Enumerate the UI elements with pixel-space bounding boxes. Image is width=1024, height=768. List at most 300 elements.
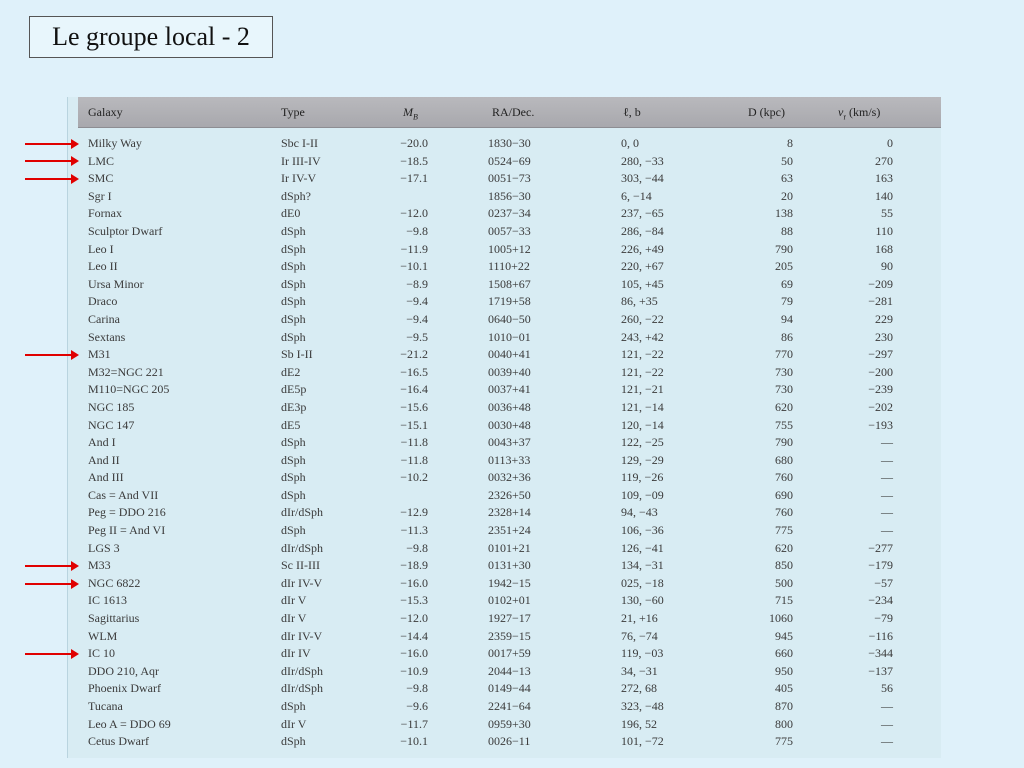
cell-lb: 86, +35 [621, 294, 658, 309]
cell-vr: −277 [868, 540, 893, 555]
cell-radec: 2241−64 [488, 699, 531, 713]
cell-type: dSph [281, 241, 306, 256]
cell-radec: 2044−13 [488, 663, 531, 678]
cell-type: dIr/dSph [281, 540, 323, 555]
cell-distance: 88 [781, 223, 793, 238]
cell-radec: 0039+40 [488, 364, 531, 379]
cell-vr: 110 [875, 223, 893, 238]
cell-lb: 0, 0 [621, 136, 639, 150]
cell-type: dIr IV [281, 646, 311, 661]
cell-distance: 755 [775, 417, 793, 432]
cell-vr: 90 [881, 259, 893, 274]
cell-galaxy: LGS 3 [88, 540, 120, 555]
cell-mb: −18.9 [400, 558, 428, 573]
cell-mb: −15.3 [400, 593, 428, 608]
table-row [68, 188, 941, 206]
cell-lb: 119, −26 [621, 470, 664, 485]
cell-vr: −344 [868, 646, 893, 661]
cell-galaxy: Leo II [88, 259, 118, 274]
cell-mb: −10.1 [400, 259, 428, 274]
cell-type: dIr V [281, 611, 307, 626]
cell-mb: −16.0 [400, 575, 428, 590]
cell-type: dIr V [281, 593, 307, 608]
cell-radec: 2359−15 [488, 628, 531, 643]
cell-distance: 680 [775, 452, 793, 467]
cell-radec: 0101+21 [488, 540, 531, 555]
table-row [68, 364, 941, 382]
cell-distance: 730 [775, 382, 793, 397]
cell-radec: 1856−30 [488, 188, 531, 203]
cell-mb: −12.0 [400, 611, 428, 626]
cell-radec: 1110+22 [488, 259, 530, 274]
table-body [68, 135, 941, 751]
cell-lb: 120, −14 [621, 417, 664, 432]
cell-mb: −9.5 [406, 329, 428, 344]
cell-mb: −15.6 [400, 399, 428, 414]
cell-radec: 0017+59 [488, 646, 531, 661]
cell-radec: 0102+01 [488, 593, 531, 608]
cell-mb: −10.9 [400, 663, 428, 678]
highlight-arrow-icon [25, 178, 75, 180]
cell-distance: 138 [775, 206, 793, 221]
cell-galaxy: And III [88, 470, 124, 485]
table-row [68, 504, 941, 522]
cell-mb: −11.8 [400, 435, 428, 450]
cell-distance: 775 [775, 734, 793, 749]
cell-distance: 790 [775, 435, 793, 450]
cell-type: dSph [281, 329, 306, 344]
cell-type: dSph [281, 470, 306, 485]
cell-type: dSph [281, 294, 306, 309]
cell-galaxy: And II [88, 452, 120, 467]
cell-distance: 1060 [769, 611, 793, 626]
cell-galaxy: Phoenix Dwarf [88, 681, 161, 696]
cell-lb: 303, −44 [621, 171, 664, 186]
cell-galaxy: Milky Way [88, 136, 142, 150]
cell-radec: 0036+48 [488, 399, 531, 414]
table-row [68, 733, 941, 751]
cell-radec: 0026−11 [488, 734, 531, 749]
cell-vr: −281 [868, 294, 893, 309]
cell-distance: 770 [775, 347, 793, 362]
cell-type: dIr IV-V [281, 628, 323, 643]
cell-vr: — [881, 505, 893, 520]
cell-distance: 50 [781, 153, 793, 168]
cell-lb: 243, +42 [621, 329, 664, 344]
cell-type: Sbc I-II [281, 136, 318, 150]
header-vr-symbol: v [838, 105, 844, 119]
header-type: Type [281, 105, 305, 119]
cell-vr: 140 [875, 188, 893, 203]
cell-mb: −9.8 [406, 540, 428, 555]
cell-mb: −17.1 [400, 171, 428, 186]
cell-galaxy: M32=NGC 221 [88, 364, 164, 379]
cell-galaxy: Sculptor Dwarf [88, 223, 163, 238]
cell-distance: 69 [781, 276, 793, 291]
cell-type: dE3p [281, 399, 307, 414]
cell-mb: −16.5 [400, 364, 428, 379]
highlight-arrow-icon [25, 653, 75, 655]
cell-mb: −12.0 [400, 206, 428, 221]
table-row [68, 716, 941, 734]
table-row [68, 381, 941, 399]
cell-lb: 237, −65 [621, 206, 664, 221]
cell-type: dIr/dSph [281, 681, 323, 696]
cell-type: dSph [281, 435, 306, 450]
table-row [68, 592, 941, 610]
cell-type: Ir III-IV [281, 153, 321, 168]
header-mb-symbol: M [403, 105, 413, 119]
cell-distance: 620 [775, 540, 793, 555]
cell-radec: 0030+48 [488, 417, 531, 432]
cell-lb: 122, −25 [621, 435, 664, 450]
cell-distance: 715 [775, 593, 793, 608]
cell-type: dSph [281, 311, 306, 326]
cell-vr: — [881, 734, 893, 749]
table-row [68, 241, 941, 259]
cell-galaxy: Sextans [88, 329, 126, 344]
cell-lb: 94, −43 [621, 505, 658, 520]
cell-galaxy: M31 [88, 347, 111, 362]
cell-type: dIr/dSph [281, 505, 323, 520]
table-row [68, 487, 941, 505]
cell-galaxy: Fornax [88, 206, 122, 221]
cell-distance: 500 [775, 575, 793, 590]
header-mb [403, 105, 418, 121]
highlight-arrow-icon [25, 583, 75, 585]
cell-lb: 121, −14 [621, 399, 664, 414]
cell-vr: 229 [875, 311, 893, 326]
cell-radec: 2328+14 [488, 505, 531, 520]
cell-mb: −11.3 [400, 523, 428, 538]
cell-distance: 775 [775, 523, 793, 538]
cell-radec: 1942−15 [488, 575, 531, 590]
cell-type: dE5p [281, 382, 307, 397]
cell-radec: 0032+36 [488, 470, 531, 485]
cell-lb: 76, −74 [621, 628, 658, 643]
highlight-arrow-icon [25, 354, 75, 356]
cell-lb: 280, −33 [621, 153, 664, 168]
table-row [68, 557, 941, 575]
cell-mb: −10.2 [400, 470, 428, 485]
cell-radec: 0237−34 [488, 206, 531, 221]
cell-mb: −11.8 [400, 452, 428, 467]
cell-distance: 94 [781, 311, 793, 326]
cell-radec: 0057−33 [488, 223, 531, 238]
cell-radec: 1010−01 [488, 329, 531, 344]
cell-vr: — [881, 452, 893, 467]
cell-vr: — [881, 435, 893, 450]
cell-distance: 620 [775, 399, 793, 414]
cell-vr: −116 [868, 628, 893, 643]
cell-galaxy: Peg II = And VI [88, 523, 166, 538]
cell-vr: — [881, 470, 893, 485]
cell-distance: 790 [775, 241, 793, 256]
cell-lb: 105, +45 [621, 276, 664, 291]
cell-type: dSph [281, 523, 306, 538]
cell-vr: −193 [868, 417, 893, 432]
table-row [68, 575, 941, 593]
table-row [68, 346, 941, 364]
cell-vr: 56 [881, 681, 893, 696]
cell-lb: 196, 52 [621, 716, 657, 731]
cell-mb: −9.4 [406, 294, 428, 309]
table-header [78, 97, 941, 128]
cell-mb: −18.5 [400, 153, 428, 168]
header-lb: ℓ, b [623, 105, 641, 119]
cell-vr: 230 [875, 329, 893, 344]
cell-type: dE5 [281, 417, 301, 432]
table-row [68, 698, 941, 716]
table-row [68, 205, 941, 223]
cell-mb: −15.1 [400, 417, 428, 432]
cell-vr: −297 [868, 347, 893, 362]
table-row [68, 258, 941, 276]
cell-type: Ir IV-V [281, 171, 317, 186]
cell-lb: 134, −31 [621, 558, 664, 573]
cell-galaxy: Cas = And VII [88, 487, 159, 502]
cell-type: dSph [281, 223, 306, 238]
cell-type: Sc II-III [281, 558, 320, 573]
cell-radec: 0037+41 [488, 382, 531, 397]
table-row [68, 645, 941, 663]
cell-vr: 163 [875, 171, 893, 186]
cell-lb: 34, −31 [621, 663, 658, 678]
cell-lb: 126, −41 [621, 540, 664, 555]
cell-lb: 101, −72 [621, 734, 664, 749]
cell-type: dSph [281, 452, 306, 467]
cell-lb: 323, −48 [621, 699, 664, 713]
cell-type: dIr V [281, 716, 307, 731]
cell-lb: 119, −03 [621, 646, 664, 661]
slide-title: Le groupe local - 2 [29, 16, 273, 58]
galaxy-table [67, 97, 941, 758]
cell-galaxy: IC 1613 [88, 593, 127, 608]
cell-radec: 1005+12 [488, 241, 531, 256]
cell-lb: 025, −18 [621, 575, 664, 590]
cell-distance: 730 [775, 364, 793, 379]
cell-vr: −179 [868, 558, 893, 573]
cell-distance: 63 [781, 171, 793, 186]
cell-distance: 205 [775, 259, 793, 274]
cell-galaxy: Leo A = DDO 69 [88, 716, 171, 731]
cell-radec: 0040+41 [488, 347, 531, 362]
cell-galaxy: Tucana [88, 699, 123, 713]
cell-lb: 109, −09 [621, 487, 664, 502]
cell-lb: 106, −36 [621, 523, 664, 538]
cell-vr: −209 [868, 276, 893, 291]
header-radec: RA/Dec. [492, 105, 535, 119]
cell-distance: 79 [781, 294, 793, 309]
cell-galaxy: IC 10 [88, 646, 115, 661]
table-row [68, 153, 941, 171]
table-row [68, 469, 941, 487]
cell-radec: 0524−69 [488, 153, 531, 168]
header-distance: D (kpc) [748, 105, 785, 119]
cell-type: dIr/dSph [281, 663, 323, 678]
cell-type: dSph [281, 699, 306, 713]
cell-vr: — [881, 487, 893, 502]
cell-galaxy: SMC [88, 171, 114, 186]
cell-radec: 1719+58 [488, 294, 531, 309]
cell-distance: 760 [775, 505, 793, 520]
cell-galaxy: Leo I [88, 241, 114, 256]
cell-vr: −234 [868, 593, 893, 608]
table-row [68, 522, 941, 540]
cell-radec: 2351+24 [488, 523, 531, 538]
table-row [68, 628, 941, 646]
cell-type: dE2 [281, 364, 301, 379]
cell-mb: −11.7 [400, 716, 428, 731]
table-row [68, 223, 941, 241]
cell-mb: −9.8 [406, 223, 428, 238]
cell-distance: 945 [775, 628, 793, 643]
cell-radec: 0113+33 [488, 452, 531, 467]
table-row [68, 399, 941, 417]
cell-distance: 8 [787, 136, 793, 150]
cell-lb: 121, −22 [621, 347, 664, 362]
cell-vr: 0 [887, 136, 893, 150]
cell-galaxy: WLM [88, 628, 118, 643]
table-row [68, 610, 941, 628]
highlight-arrow-icon [25, 143, 75, 145]
cell-lb: 121, −21 [621, 382, 664, 397]
cell-type: dSph [281, 487, 306, 502]
cell-galaxy: Carina [88, 311, 120, 326]
cell-vr: −202 [868, 399, 893, 414]
cell-vr: — [881, 716, 893, 731]
cell-type: dSph [281, 259, 306, 274]
cell-lb: 272, 68 [621, 681, 657, 696]
cell-mb: −20.0 [400, 136, 428, 150]
cell-vr: 270 [875, 153, 893, 168]
table-row [68, 452, 941, 470]
cell-radec: 1830−30 [488, 136, 531, 150]
cell-mb: −16.0 [400, 646, 428, 661]
cell-vr: −239 [868, 382, 893, 397]
cell-radec: 0640−50 [488, 311, 531, 326]
cell-type: dSph [281, 734, 306, 749]
cell-distance: 850 [775, 558, 793, 573]
cell-radec: 0149−44 [488, 681, 531, 696]
cell-mb: −14.4 [400, 628, 428, 643]
cell-distance: 690 [775, 487, 793, 502]
cell-vr: −137 [868, 663, 893, 678]
table-row [68, 276, 941, 294]
cell-galaxy: LMC [88, 153, 115, 168]
cell-mb: −8.9 [406, 276, 428, 291]
cell-mb: −11.9 [400, 241, 428, 256]
cell-lb: 130, −60 [621, 593, 664, 608]
cell-galaxy: Sgr I [88, 188, 112, 203]
cell-mb: −10.1 [400, 734, 428, 749]
table-row [68, 329, 941, 347]
cell-radec: 0051−73 [488, 171, 531, 186]
cell-radec: 0043+37 [488, 435, 531, 450]
cell-vr: — [881, 699, 893, 713]
cell-lb: 21, +16 [621, 611, 658, 626]
cell-lb: 121, −22 [621, 364, 664, 379]
table-row [68, 293, 941, 311]
cell-mb: −9.8 [406, 681, 428, 696]
header-mb-sub: B [413, 112, 418, 122]
cell-radec: 0131+30 [488, 558, 531, 573]
table-row [68, 170, 941, 188]
cell-galaxy: Draco [88, 294, 118, 309]
cell-vr: −79 [874, 611, 893, 626]
cell-mb: −12.9 [400, 505, 428, 520]
cell-mb: −9.4 [406, 311, 428, 326]
cell-type: dSph? [281, 188, 311, 203]
cell-galaxy: Peg = DDO 216 [88, 505, 166, 520]
cell-distance: 800 [775, 716, 793, 731]
header-vr-unit: (km/s) [846, 105, 881, 119]
cell-radec: 1508+67 [488, 276, 531, 291]
cell-mb: −21.2 [400, 347, 428, 362]
cell-distance: 950 [775, 663, 793, 678]
cell-vr: −200 [868, 364, 893, 379]
cell-galaxy: NGC 6822 [88, 575, 141, 590]
cell-vr: −57 [874, 575, 893, 590]
table-row [68, 540, 941, 558]
cell-distance: 86 [781, 329, 793, 344]
table-row [68, 417, 941, 435]
cell-mb: −16.4 [400, 382, 428, 397]
cell-radec: 0959+30 [488, 716, 531, 731]
cell-radec: 1927−17 [488, 611, 531, 626]
cell-galaxy: Cetus Dwarf [88, 734, 149, 749]
header-galaxy: Galaxy [88, 105, 123, 119]
cell-galaxy: Ursa Minor [88, 276, 144, 291]
cell-type: dE0 [281, 206, 301, 221]
cell-radec: 2326+50 [488, 487, 531, 502]
cell-galaxy: NGC 147 [88, 417, 135, 432]
table-row [68, 311, 941, 329]
table-row [68, 135, 941, 153]
cell-galaxy: M110=NGC 205 [88, 382, 170, 397]
cell-galaxy: Sagittarius [88, 611, 140, 626]
cell-lb: 129, −29 [621, 452, 664, 467]
table-row [68, 663, 941, 681]
cell-distance: 405 [775, 681, 793, 696]
cell-lb: 286, −84 [621, 223, 664, 238]
cell-lb: 226, +49 [621, 241, 664, 256]
header-vr [838, 105, 880, 121]
table-row [68, 434, 941, 452]
cell-distance: 660 [775, 646, 793, 661]
cell-galaxy: DDO 210, Aqr [88, 663, 159, 678]
cell-lb: 260, −22 [621, 311, 664, 326]
cell-galaxy: M33 [88, 558, 111, 573]
cell-type: Sb I-II [281, 347, 313, 362]
highlight-arrow-icon [25, 160, 75, 162]
cell-galaxy: NGC 185 [88, 399, 135, 414]
cell-distance: 870 [775, 699, 793, 713]
cell-type: dSph [281, 276, 306, 291]
cell-vr: — [881, 523, 893, 538]
cell-lb: 220, +67 [621, 259, 664, 274]
cell-type: dIr IV-V [281, 575, 323, 590]
cell-galaxy: And I [88, 435, 116, 450]
cell-vr: 168 [875, 241, 893, 256]
cell-lb: 6, −14 [621, 188, 652, 203]
table-row [68, 680, 941, 698]
header-vr-sub: r [843, 112, 846, 122]
highlight-arrow-icon [25, 565, 75, 567]
cell-mb: −9.6 [406, 699, 428, 713]
cell-distance: 760 [775, 470, 793, 485]
cell-vr: 55 [881, 206, 893, 221]
